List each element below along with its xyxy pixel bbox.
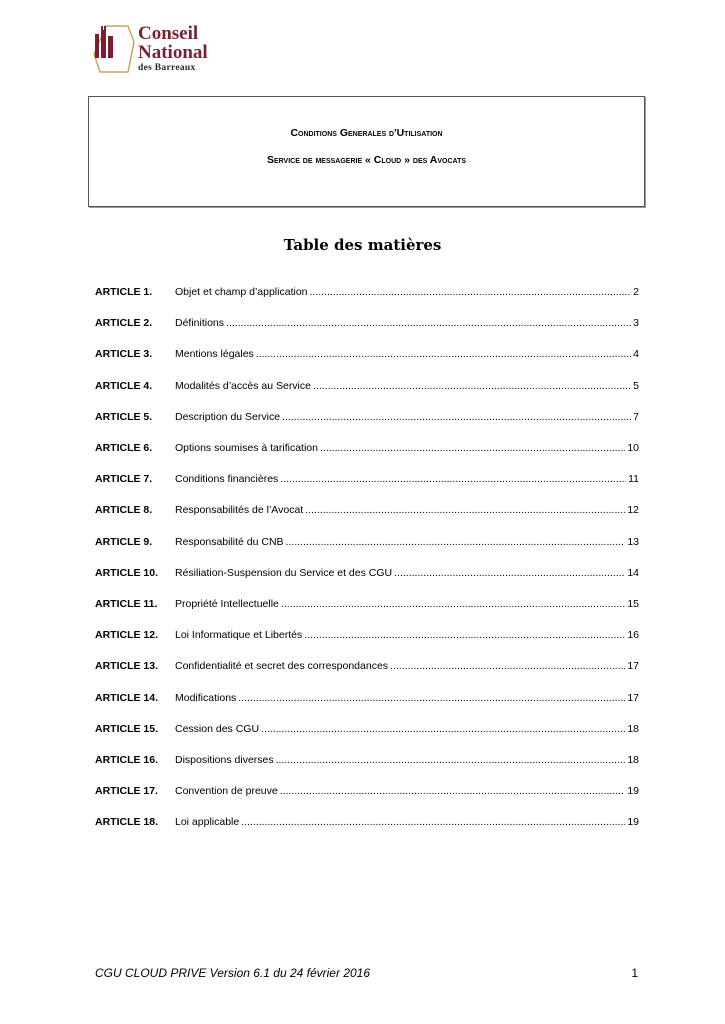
toc-article-number: ARTICLE 7. — [95, 473, 153, 486]
toc-page-number: 19 — [627, 816, 639, 829]
toc-entry-title: Définitions — [175, 317, 225, 330]
toc-article-number: ARTICLE 16. — [95, 754, 159, 766]
cnb-emblem-icon — [92, 24, 136, 76]
toc-row — [95, 378, 639, 394]
toc-entry-title: Mentions légales — [175, 348, 254, 361]
toc-article-number: ARTICLE 5. — [95, 410, 153, 423]
toc-entry-link[interactable] — [175, 565, 639, 581]
toc-dot-leader — [226, 315, 631, 331]
toc-entry-link[interactable] — [175, 752, 639, 768]
toc-dot-leader — [320, 440, 625, 456]
logo-line-1: Conseil — [138, 23, 199, 44]
toc-entry-title: Convention de preuve — [175, 785, 278, 798]
toc-article-number: ARTICLE 14. — [95, 691, 159, 704]
toc-page-number: 12 — [627, 504, 639, 517]
toc-entry-link[interactable] — [175, 284, 639, 300]
toc-row — [95, 409, 639, 425]
toc-page-number: 17 — [627, 691, 639, 704]
toc-page-number: 11 — [628, 473, 639, 486]
logo-wordmark — [138, 24, 208, 74]
toc-entry-title: Cession des CGU — [175, 722, 260, 735]
toc-row — [95, 346, 639, 362]
toc-page-number: 5 — [633, 379, 639, 392]
toc-page-number: 18 — [627, 722, 639, 735]
toc-dot-leader — [256, 346, 631, 362]
toc-dot-leader — [238, 690, 625, 706]
toc-dot-leader — [282, 409, 631, 425]
toc-dot-leader — [241, 814, 625, 830]
footer-version: CGU CLOUD PRIVE Version 6.1 du 24 février 2016 — [95, 966, 371, 980]
toc-dot-leader — [281, 596, 625, 612]
toc-entry-link[interactable] — [175, 471, 639, 487]
toc-article-number: ARTICLE 13. — [95, 660, 159, 673]
toc-entry-title: Description du Service — [175, 410, 281, 423]
toc-row — [95, 534, 639, 550]
toc-dot-leader — [394, 565, 625, 581]
toc-page-number: 13 — [627, 535, 639, 548]
toc-row — [95, 596, 639, 612]
toc-entry-link[interactable] — [175, 346, 639, 362]
toc-page-number: 7 — [633, 410, 639, 423]
toc-row — [95, 658, 639, 674]
toc-page-number: 19 — [627, 785, 639, 798]
toc-entry-title: Dispositions diverses — [175, 754, 274, 766]
toc-page-number: 14 — [627, 566, 639, 579]
toc-article-number: ARTICLE 18. — [95, 816, 159, 829]
toc-article-number: ARTICLE 6. — [95, 442, 153, 454]
toc-dot-leader — [304, 627, 625, 643]
toc-entry-title: Loi Informatique et Libertés — [175, 629, 303, 642]
toc-row — [95, 284, 639, 300]
toc-entry-title: Options soumises à tarification — [175, 442, 318, 454]
toc-page-number: 4 — [633, 348, 639, 361]
toc-page-number: 10 — [627, 442, 639, 454]
document-title: Conditions Generales d'Utilisation — [290, 127, 443, 139]
toc-dot-leader — [305, 502, 625, 518]
toc-row — [95, 565, 639, 581]
toc-row — [95, 721, 639, 737]
toc-row — [95, 814, 639, 830]
toc-entry-link[interactable] — [175, 534, 639, 550]
toc-entry-title: Modifications — [175, 691, 237, 704]
toc-entry-link[interactable] — [175, 596, 639, 612]
toc-article-number: ARTICLE 2. — [95, 317, 153, 330]
toc-page-number: 18 — [627, 754, 639, 766]
toc-entry-title: Loi applicable — [175, 816, 240, 829]
toc-row — [95, 502, 639, 518]
toc-entry-link[interactable] — [175, 658, 639, 674]
toc-row — [95, 627, 639, 643]
toc-entry-title: Responsabilité du CNB — [175, 535, 284, 548]
toc-dot-leader — [280, 783, 626, 799]
toc-row — [95, 783, 639, 799]
logo-line-3: des Barreaux — [138, 63, 196, 73]
toc-entry-link[interactable] — [175, 378, 639, 394]
toc-row — [95, 752, 639, 768]
toc-entry-title: Objet et champ d’application — [175, 286, 308, 298]
toc-row — [95, 440, 639, 456]
toc-page-number: 3 — [633, 317, 639, 330]
toc-dot-leader — [313, 378, 631, 394]
toc-article-number: ARTICLE 11. — [95, 598, 158, 610]
toc-page-number: 15 — [627, 598, 639, 610]
cnb-logo — [92, 24, 222, 76]
toc-entry-title: Conditions financières — [175, 473, 279, 486]
toc-entry-link[interactable] — [175, 502, 639, 518]
toc-row — [95, 471, 639, 487]
toc-dot-leader — [280, 471, 626, 487]
toc-entry-link[interactable] — [175, 440, 639, 456]
toc-article-number: ARTICLE 17. — [95, 785, 159, 798]
toc-dot-leader — [390, 658, 625, 674]
logo-line-2: National — [138, 42, 208, 63]
toc-article-number: ARTICLE 3. — [95, 348, 153, 361]
document-title-box — [88, 96, 645, 207]
toc-article-number: ARTICLE 9. — [95, 535, 153, 548]
toc-dot-leader — [286, 534, 626, 550]
toc-entry-link[interactable] — [175, 315, 639, 331]
toc-page-number: 16 — [627, 629, 639, 642]
toc-page-number: 2 — [633, 286, 639, 298]
toc-entry-title: Responsabilités de l’Avocat — [175, 504, 304, 517]
toc-dot-leader — [310, 284, 632, 300]
toc-row — [95, 315, 639, 331]
toc-dot-leader — [261, 721, 625, 737]
toc-page-number: 17 — [627, 660, 639, 673]
toc-heading: Table des matières — [283, 236, 442, 254]
toc-entry-title: Confidentialité et secret des correspondances — [175, 660, 389, 673]
toc-entry-title: Propriété Intellectuelle — [175, 598, 279, 610]
toc-article-number: ARTICLE 4. — [95, 379, 153, 392]
toc-entry-link[interactable] — [175, 690, 639, 706]
footer-page-number: 1 — [631, 966, 638, 980]
toc-article-number: ARTICLE 10. — [95, 566, 159, 579]
toc-entry-link[interactable] — [175, 814, 639, 830]
toc-article-number: ARTICLE 12. — [95, 629, 159, 642]
toc-dot-leader — [276, 752, 626, 768]
toc-entry-title: Résiliation-Suspension du Service et des CGU — [175, 566, 393, 579]
toc-article-number: ARTICLE 8. — [95, 504, 153, 517]
toc-article-number: ARTICLE 15. — [95, 722, 159, 735]
toc-row — [95, 690, 639, 706]
document-subtitle: Service de messagerie « Cloud » des Avocats — [266, 154, 467, 166]
toc-entry-link[interactable] — [175, 721, 639, 737]
toc-entry-link[interactable] — [175, 627, 639, 643]
toc-entry-title: Modalités d’accès au Service — [175, 379, 311, 392]
toc-entry-link[interactable] — [175, 409, 639, 425]
toc-entry-link[interactable] — [175, 783, 639, 799]
toc-article-number: ARTICLE 1. — [95, 286, 153, 298]
